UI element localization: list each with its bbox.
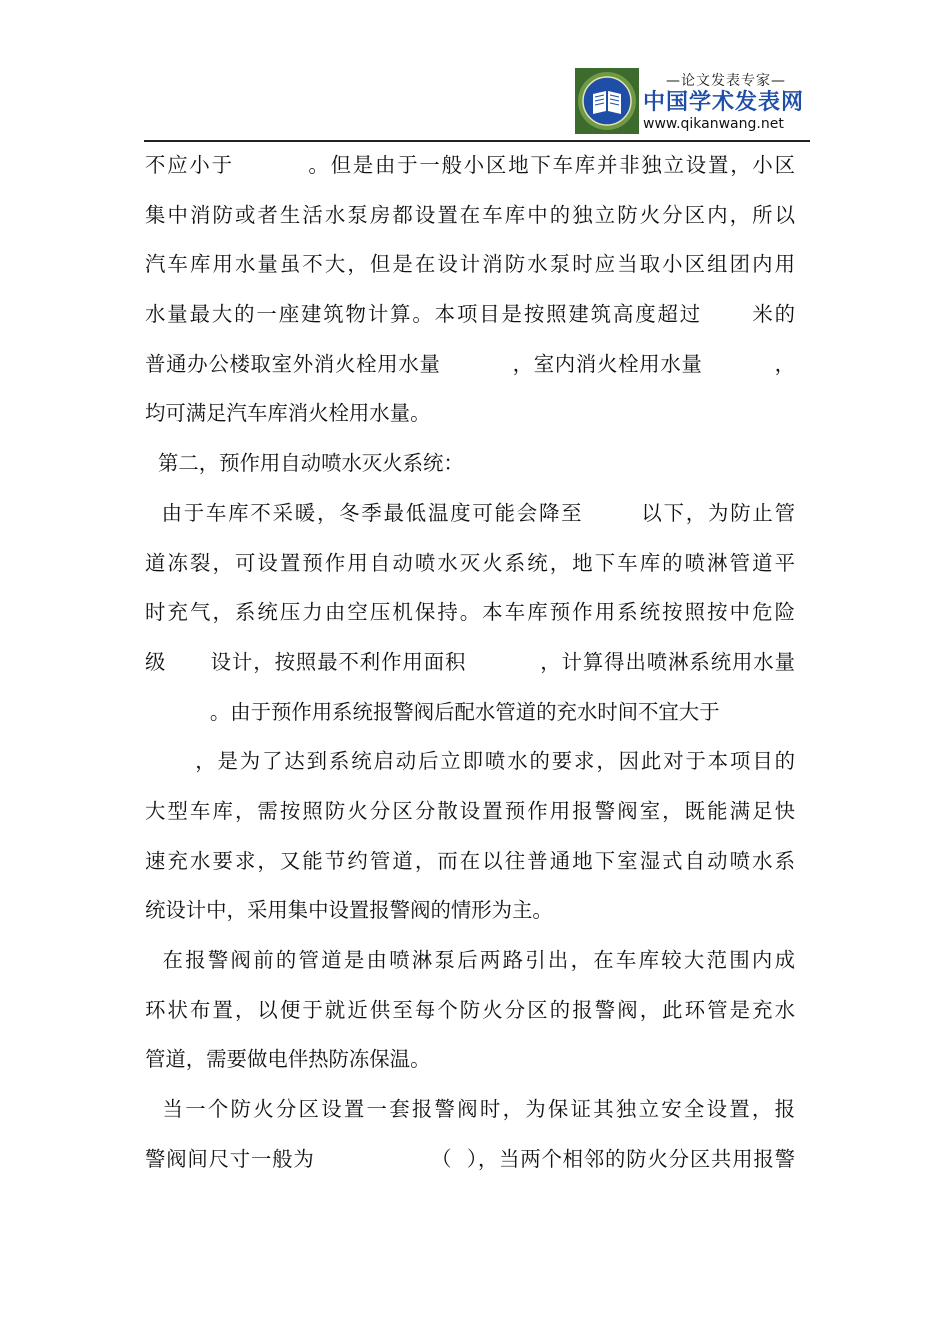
text-line: 普通办公楼取室外消火栓用水量 ，室内消火栓用水量 ， xyxy=(145,351,795,376)
text-line: 速充水要求，又能节约管道，而在以往普通地下室湿式自动喷水系 xyxy=(145,848,795,873)
text-line: 统设计中，采用集中设置报警阀的情形为主。 xyxy=(145,898,553,923)
text-line: 。由于预作用系统报警阀后配水管道的充水时间不宜大于 xyxy=(145,699,720,724)
text-line: 由于车库不采暖，冬季最低温度可能会降至 以下，为防止管 xyxy=(145,500,795,525)
text-line: 管道，需要做电伴热防冻保温。 xyxy=(145,1047,431,1072)
text-line: 汽车库用水量虽不大，但是在设计消防水泵时应当取小区组团内用 xyxy=(145,252,795,277)
text-line: 级 设计，按照最不利作用面积 ，计算得出喷淋系统用水量 xyxy=(145,649,795,674)
brand-block xyxy=(639,68,809,134)
text-line: ，是为了达到系统启动后立即喷水的要求，因此对于本项目的 xyxy=(145,749,795,774)
document-body xyxy=(145,141,795,1184)
text-line: 集中消防或者生活水泵房都设置在车库中的独立防火分区内，所以 xyxy=(145,202,795,227)
seal-logo xyxy=(575,68,639,134)
brand-tagline: —论文发表专家— xyxy=(666,73,786,89)
brand-name: 中国学术发表网 xyxy=(643,90,805,115)
text-line: 水量最大的一座建筑物计算。本项目是按照建筑高度超过 米的 xyxy=(145,302,795,327)
text-line: 时充气，系统压力由空压机保持。本车库预作用系统按照按中危险 xyxy=(145,600,795,625)
book-seal-icon xyxy=(575,68,639,134)
text-line: 环状布置，以便于就近供至每个防火分区的报警阀，此环管是充水 xyxy=(145,997,795,1022)
text-line: 道冻裂，可设置预作用自动喷水灭火系统，地下车库的喷淋管道平 xyxy=(145,550,795,575)
text-line: 在报警阀前的管道是由喷淋泵后两路引出，在车库较大范围内成 xyxy=(145,948,795,972)
brand-url: www.qikanwang.net xyxy=(643,116,784,132)
text-line: 第二，预作用自动喷水灭火系统： xyxy=(145,451,464,476)
text-line: 均可满足汽车库消火栓用水量。 xyxy=(145,401,431,426)
text-line: 警阀间尺寸一般为 （ ），当两个相邻的防火分区共用报警 xyxy=(145,1146,795,1171)
text-line: 大型车库，需按照防火分区分散设置预作用报警阀室，既能满足快 xyxy=(145,798,795,823)
text-line: 当一个防火分区设置一套报警阀时，为保证其独立安全设置，报 xyxy=(145,1097,795,1122)
header-logo xyxy=(575,68,809,134)
text-line: 不应小于 。但是由于一般小区地下车库并非独立设置，小区 xyxy=(145,153,795,177)
